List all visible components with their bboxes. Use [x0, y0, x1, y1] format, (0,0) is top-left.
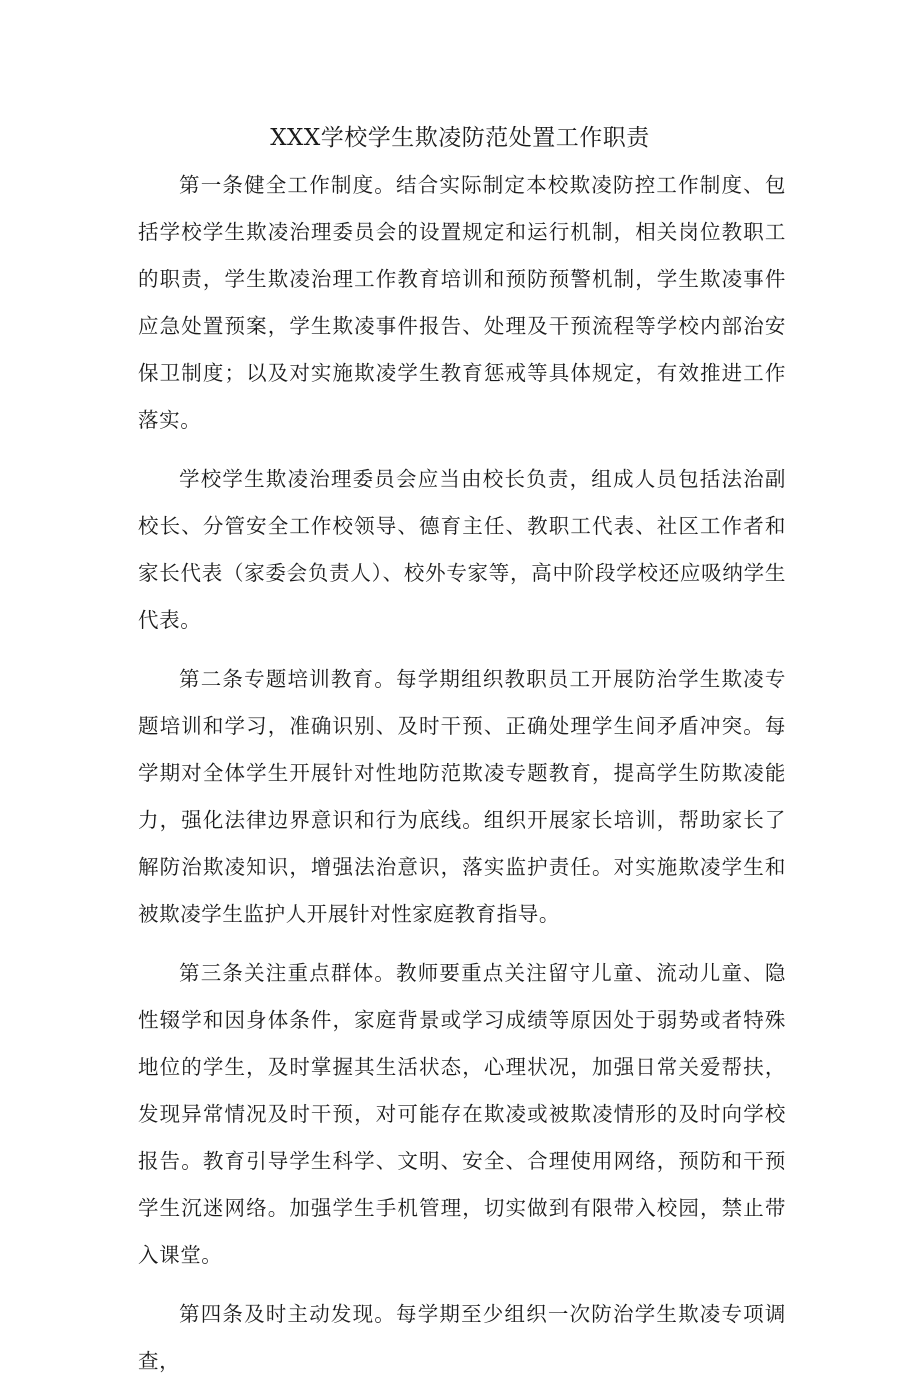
document-body — [138, 162, 786, 1397]
paragraph-article-1: 第一条健全工作制度。结合实际制定本校欺凌防控工作制度、包括学校学生欺凌治理委员会的设置规定和运行机制，相关岗位教职工的职责，学生欺凌治理工作教育培训和预防预警机制，学生欺凌事件应急处置预案，学生欺凌事件报告、处理及干预流程等学校内部治安保卫制度；以及对实施欺凌学生教育惩戒等具体规定，有效推进工作落实。 — [138, 173, 786, 432]
paragraph-article-4: 第四条及时主动发现。每学期至少组织一次防治学生欺凌专项调查， — [138, 1302, 786, 1373]
document-title: XXX学校学生欺凌防范处置工作职责 — [270, 125, 650, 151]
paragraph-article-2: 第二条专题培训教育。每学期组织教职员工开展防治学生欺凌专题培训和学习，准确识别、及时干预、正确处理学生间矛盾冲突。每学期对全体学生开展针对性地防范欺凌专题教育，提高学生防欺凌能力，强化法律边界意识和行为底线。组织开展家长培训，帮助家长了解防治欺凌知识，增强法治意识，落实监护责任。对实施欺凌学生和被欺凌学生监护人开展针对性家庭教育指导。 — [138, 667, 786, 926]
paragraph-article-3: 第三条关注重点群体。教师要重点关注留守儿童、流动儿童、隐性辍学和因身体条件，家庭背景或学习成绩等原因处于弱势或者特殊地位的学生，及时掌握其生活状态，心理状况，加强日常关爱帮扶，发现异常情况及时干预，对可能存在欺凌或被欺凌情形的及时向学校报告。教育引导学生科学、文明、安全、合理使用网络，预防和干预学生沉迷网络。加强学生手机管理，切实做到有限带入校园，禁止带入课堂。 — [138, 961, 786, 1267]
paragraph-committee: 学校学生欺凌治理委员会应当由校长负责，组成人员包括法治副校长、分管安全工作校领导、德育主任、教职工代表、社区工作者和家长代表（家委会负责人）、校外专家等，高中阶段学校还应吸纳学生代表。 — [138, 467, 786, 632]
